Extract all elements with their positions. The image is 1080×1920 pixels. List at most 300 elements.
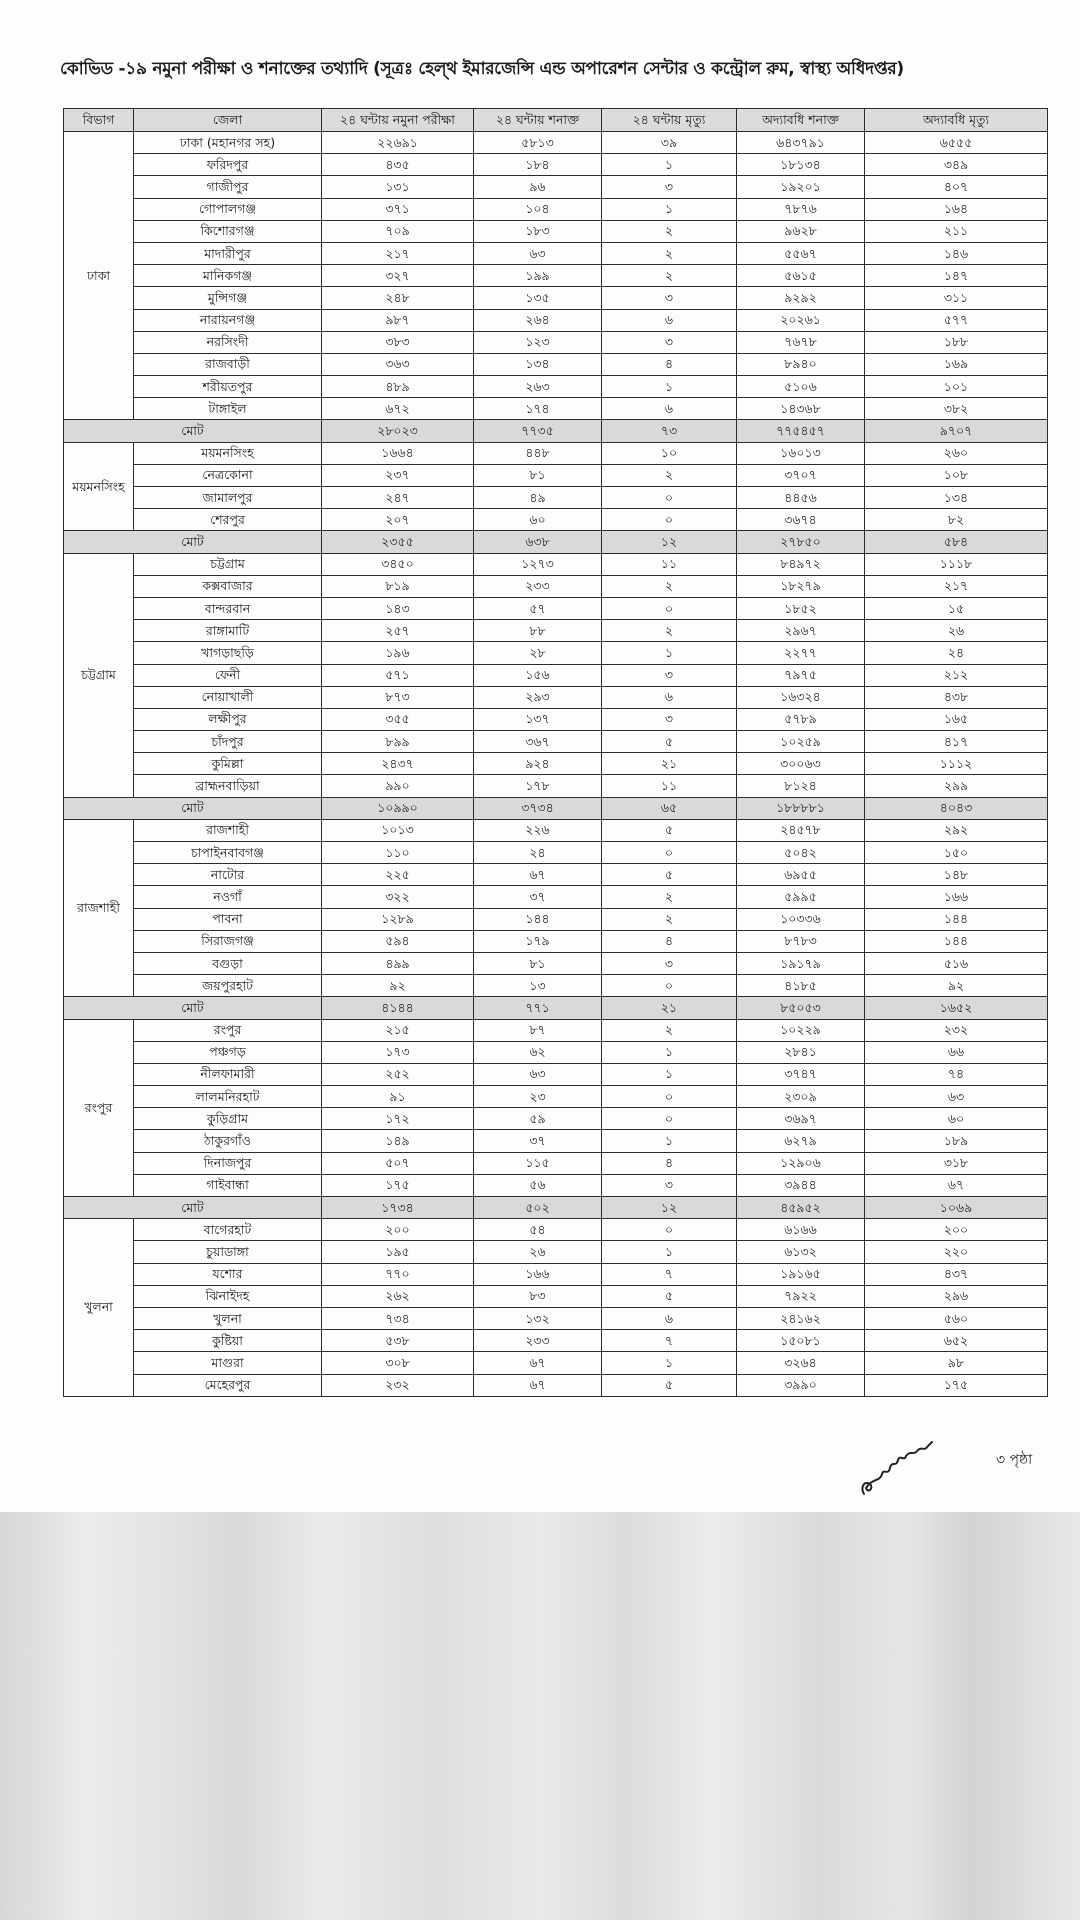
covid-district-table [63, 108, 1048, 1397]
cases-total: ৩৯৪৪ [737, 1174, 865, 1196]
district-name: মানিকগঞ্জ [134, 265, 322, 287]
tests-24h: ৬৭২ [322, 398, 474, 420]
deaths-total: ৪০৭ [865, 176, 1048, 198]
deaths-24h: ২ [602, 908, 737, 930]
cases-24h: ১০৪ [474, 198, 602, 220]
district-name: চাপাইনবাবগঞ্জ [134, 842, 322, 864]
deaths-24h: ৩ [602, 664, 737, 686]
deaths-24h: ৬ [602, 398, 737, 420]
district-name: মাগুরা [134, 1352, 322, 1374]
cases-total: ৩৬৯৭ [737, 1108, 865, 1130]
header-deaths-24h: ২৪ ঘন্টায় মৃত্যু [602, 109, 737, 132]
page-number: ৩ পৃষ্ঠা [996, 1452, 1033, 1468]
tests-24h: ২৬২ [322, 1285, 474, 1307]
total-deaths-total: ১৬৫২ [865, 997, 1048, 1019]
cases-24h: ১৩ [474, 975, 602, 997]
total-label: মোট [64, 797, 322, 819]
cases-total: ৮১২৪ [737, 775, 865, 797]
deaths-total: ২১৭ [865, 575, 1048, 597]
deaths-total: ২৪ [865, 642, 1048, 664]
deaths-total: ২১২ [865, 664, 1048, 686]
cases-24h: ১৭৪ [474, 398, 602, 420]
tests-24h: ১৩১ [322, 176, 474, 198]
tests-24h: ২০৭ [322, 509, 474, 531]
tests-24h: ১৪৩ [322, 597, 474, 619]
district-name: ঝিনাইদহ [134, 1285, 322, 1307]
deaths-total: ৭৪ [865, 1063, 1048, 1085]
deaths-total: ৩৮২ [865, 398, 1048, 420]
cases-total: ৬১৩২ [737, 1241, 865, 1263]
district-name: নওগাঁ [134, 886, 322, 908]
deaths-total: ৫৭৭ [865, 309, 1048, 331]
tests-24h: ১৭৫ [322, 1174, 474, 1196]
deaths-total: ২০০ [865, 1219, 1048, 1241]
district-name: পঞ্চগড় [134, 1041, 322, 1063]
cases-24h: ৯২৪ [474, 753, 602, 775]
deaths-24h: ৩ [602, 1174, 737, 1196]
deaths-24h: ৫ [602, 731, 737, 753]
deaths-24h: ২ [602, 575, 737, 597]
cases-total: ১০২২৯ [737, 1019, 865, 1041]
division-name: রংপুর [64, 1019, 134, 1197]
cases-total: ৬১৬৬ [737, 1219, 865, 1241]
cases-total: ১৯১৭৯ [737, 952, 865, 974]
cases-24h: ১৯৯ [474, 265, 602, 287]
cases-24h: ২৩ [474, 1086, 602, 1108]
total-tests-24h: ৪১৪৪ [322, 997, 474, 1019]
cases-24h: ৫৯ [474, 1108, 602, 1130]
deaths-total: ৯৮ [865, 1352, 1048, 1374]
deaths-total: ৩১৮ [865, 1152, 1048, 1174]
cases-total: ২৪১৬২ [737, 1307, 865, 1329]
total-cases-24h: ৬৩৮ [474, 531, 602, 553]
tests-24h: ৫৯৪ [322, 930, 474, 952]
district-name: জয়পুরহাট [134, 975, 322, 997]
tests-24h: ১১০ [322, 842, 474, 864]
cases-24h: ৫৮১৩ [474, 132, 602, 154]
deaths-24h: ৬ [602, 686, 737, 708]
cases-24h: ২৯৩ [474, 686, 602, 708]
tests-24h: ২৪৩৭ [322, 753, 474, 775]
table-row [64, 1219, 1048, 1241]
table-row [64, 975, 1048, 997]
cases-total: ১২৯০৬ [737, 1152, 865, 1174]
tests-24h: ৩২৭ [322, 265, 474, 287]
cases-24h: ১৩৪ [474, 353, 602, 375]
total-cases-24h: ৩৭৩৪ [474, 797, 602, 819]
district-name: ব্রাহ্মনবাড়িয়া [134, 775, 322, 797]
tests-24h: ৯১ [322, 1086, 474, 1108]
cases-total: ১০৩৩৬ [737, 908, 865, 930]
deaths-total: ২২০ [865, 1241, 1048, 1263]
table-row [64, 309, 1048, 331]
deaths-total: ১৪৮ [865, 864, 1048, 886]
deaths-24h: ৫ [602, 819, 737, 841]
table-row [64, 575, 1048, 597]
cases-24h: ৩৭ [474, 886, 602, 908]
cases-total: ৫০৪২ [737, 842, 865, 864]
deaths-24h: ৩ [602, 708, 737, 730]
cases-24h: ৬০ [474, 509, 602, 531]
deaths-24h: ৪ [602, 930, 737, 952]
deaths-24h: ১১ [602, 775, 737, 797]
deaths-total: ১৩৪ [865, 487, 1048, 509]
deaths-24h: ২ [602, 1019, 737, 1041]
cases-24h: ৬৭ [474, 1374, 602, 1396]
total-cases-total: ৭৭৫৪৫৭ [737, 420, 865, 442]
deaths-total: ১৬৯ [865, 353, 1048, 375]
deaths-24h: ৪ [602, 1152, 737, 1174]
deaths-total: ১০১ [865, 376, 1048, 398]
district-name: রাজশাহী [134, 819, 322, 841]
deaths-total: ১৮৯ [865, 1130, 1048, 1152]
tests-24h: ৩৬৩ [322, 353, 474, 375]
cases-total: ১০২৫৯ [737, 731, 865, 753]
cases-24h: ৮৭ [474, 1019, 602, 1041]
deaths-24h: ২১ [602, 753, 737, 775]
deaths-total: ১৪৭ [865, 265, 1048, 287]
cases-total: ২৯৬৭ [737, 620, 865, 642]
deaths-24h: ১ [602, 376, 737, 398]
tests-24h: ৭৭০ [322, 1263, 474, 1285]
total-label: মোট [64, 1197, 322, 1219]
tests-24h: ৭০৯ [322, 220, 474, 242]
tests-24h: ১৯৫ [322, 1241, 474, 1263]
tests-24h: ৩৫৫ [322, 708, 474, 730]
header-deaths-total: অদ্যাবধি মৃত্যু [865, 109, 1048, 132]
deaths-total: ৬০ [865, 1108, 1048, 1130]
district-name: চাঁদপুর [134, 731, 322, 753]
deaths-total: ১৫০ [865, 842, 1048, 864]
cases-24h: ৬৭ [474, 1352, 602, 1374]
tests-24h: ৯৯০ [322, 775, 474, 797]
table-row [64, 864, 1048, 886]
cases-24h: ১৪৪ [474, 908, 602, 930]
district-name: ফেনী [134, 664, 322, 686]
tests-24h: ১৭৩ [322, 1041, 474, 1063]
cases-total: ১৮২৭৯ [737, 575, 865, 597]
district-name: শেরপুর [134, 509, 322, 531]
tests-24h: ৪৯৯ [322, 952, 474, 974]
deaths-24h: ৫ [602, 864, 737, 886]
total-deaths-total: ৯৭০৭ [865, 420, 1048, 442]
district-name: রংপুর [134, 1019, 322, 1041]
deaths-24h: ০ [602, 1108, 737, 1130]
total-deaths-total: ১০৬৯ [865, 1197, 1048, 1219]
deaths-24h: ৭ [602, 1330, 737, 1352]
tests-24h: ২২৬৯১ [322, 132, 474, 154]
blurred-background [0, 1512, 1080, 1920]
deaths-total: ২৬ [865, 620, 1048, 642]
tests-24h: ২৪৭ [322, 487, 474, 509]
tests-24h: ২১৭ [322, 242, 474, 264]
cases-total: ৭৯২২ [737, 1285, 865, 1307]
cases-total: ২৮৪১ [737, 1041, 865, 1063]
deaths-24h: ১১ [602, 553, 737, 575]
table-row [64, 753, 1048, 775]
cases-total: ৩৭৪৭ [737, 1063, 865, 1085]
cases-24h: ৮৮ [474, 620, 602, 642]
district-name: জামালপুর [134, 487, 322, 509]
table-row [64, 132, 1048, 154]
tests-24h: ১৬৬৪ [322, 442, 474, 464]
deaths-24h: ৩ [602, 952, 737, 974]
district-name: ঢাকা (মহানগর সহ) [134, 132, 322, 154]
total-label: মোট [64, 997, 322, 1019]
table-row [64, 930, 1048, 952]
deaths-24h: ২ [602, 265, 737, 287]
deaths-total: ১৬৫ [865, 708, 1048, 730]
district-name: ময়মনসিংহ [134, 442, 322, 464]
tests-24h: ৮৯৯ [322, 731, 474, 753]
table-row [64, 487, 1048, 509]
deaths-total: ৩৪৯ [865, 154, 1048, 176]
deaths-total: ১১১৮ [865, 553, 1048, 575]
deaths-total: ৬৭ [865, 1174, 1048, 1196]
cases-total: ৩৬৭৪ [737, 509, 865, 531]
deaths-total: ১৫ [865, 597, 1048, 619]
district-name: রাঙ্গামাটি [134, 620, 322, 642]
tests-24h: ১০১৩ [322, 819, 474, 841]
cases-24h: ৬৩ [474, 242, 602, 264]
total-deaths-total: ৪০৪৩ [865, 797, 1048, 819]
cases-24h: ৯৬ [474, 176, 602, 198]
header-cases-total: অদ্যাবধি শনাক্ত [737, 109, 865, 132]
table-row [64, 287, 1048, 309]
deaths-total: ৯২ [865, 975, 1048, 997]
deaths-24h: ০ [602, 509, 737, 531]
total-cases-total: ২৭৮৫০ [737, 531, 865, 553]
deaths-24h: ২ [602, 886, 737, 908]
tests-24h: ২০০ [322, 1219, 474, 1241]
table-row [64, 1063, 1048, 1085]
cases-total: ২২৭৭ [737, 642, 865, 664]
cases-total: ৬৪৩৭৯১ [737, 132, 865, 154]
cases-24h: ৬৩ [474, 1063, 602, 1085]
district-name: ঠাকুরগাঁও [134, 1130, 322, 1152]
table-row [64, 620, 1048, 642]
deaths-24h: ০ [602, 1219, 737, 1241]
tests-24h: ২৩২ [322, 1374, 474, 1396]
cases-total: ১৬৩২৪ [737, 686, 865, 708]
deaths-total: ২৯৬ [865, 1285, 1048, 1307]
deaths-total: ১৪৪ [865, 930, 1048, 952]
cases-24h: ৫৭ [474, 597, 602, 619]
header-tests-24h: ২৪ ঘন্টায় নমুনা পরীক্ষা [322, 109, 474, 132]
tests-24h: ২৫৭ [322, 620, 474, 642]
cases-total: ১৪৩৬৮ [737, 398, 865, 420]
cases-total: ৮৯৪০ [737, 353, 865, 375]
cases-total: ৩৭০৭ [737, 464, 865, 486]
district-name: মুন্সিগঞ্জ [134, 287, 322, 309]
total-tests-24h: ১৭৩৪ [322, 1197, 474, 1219]
district-name: লক্ষীপুর [134, 708, 322, 730]
table-row [64, 376, 1048, 398]
total-cases-total: ৪৫৯৫২ [737, 1197, 865, 1219]
district-name: গোপালগঞ্জ [134, 198, 322, 220]
tests-24h: ২১৫ [322, 1019, 474, 1041]
cases-24h: ৪৯ [474, 487, 602, 509]
division-total-row [64, 420, 1048, 442]
deaths-24h: ০ [602, 842, 737, 864]
deaths-24h: ২ [602, 242, 737, 264]
deaths-total: ৬৩ [865, 1086, 1048, 1108]
cases-24h: ৪৪৮ [474, 442, 602, 464]
table-row [64, 642, 1048, 664]
district-name: শরীয়তপুর [134, 376, 322, 398]
deaths-total: ২৩২ [865, 1019, 1048, 1041]
cases-24h: ৫৬ [474, 1174, 602, 1196]
tests-24h: ৭৩৪ [322, 1307, 474, 1329]
deaths-24h: ৪ [602, 353, 737, 375]
cases-24h: ১১৫ [474, 1152, 602, 1174]
cases-total: ৭৮৭৬ [737, 198, 865, 220]
table-row [64, 775, 1048, 797]
tests-24h: ১৯৬ [322, 642, 474, 664]
tests-24h: ৩০৮ [322, 1352, 474, 1374]
table-row [64, 464, 1048, 486]
deaths-total: ৬৫৫৫ [865, 132, 1048, 154]
deaths-total: ৫৬০ [865, 1307, 1048, 1329]
cases-total: ৫১০৬ [737, 376, 865, 398]
tests-24h: ৩৮৩ [322, 331, 474, 353]
table-row [64, 1019, 1048, 1041]
cases-24h: ২৩৩ [474, 1330, 602, 1352]
cases-total: ৮৭৮৩ [737, 930, 865, 952]
cases-total: ১৯২০১ [737, 176, 865, 198]
table-row [64, 842, 1048, 864]
deaths-24h: ৩ [602, 287, 737, 309]
tests-24h: ৩৪৫০ [322, 553, 474, 575]
district-name: কুড়িগ্রাম [134, 1108, 322, 1130]
table-row [64, 442, 1048, 464]
deaths-24h: ১ [602, 154, 737, 176]
cases-24h: ১৩৫ [474, 287, 602, 309]
cases-total: ১৮৫২ [737, 597, 865, 619]
cases-24h: ১৮৪ [474, 154, 602, 176]
cases-total: ১৫০৮১ [737, 1330, 865, 1352]
district-name: কিশোরগঞ্জ [134, 220, 322, 242]
district-name: কক্সবাজার [134, 575, 322, 597]
division-name: খুলনা [64, 1219, 134, 1397]
tests-24h: ৫০৭ [322, 1152, 474, 1174]
table-row [64, 1307, 1048, 1329]
cases-total: ৪১৮৫ [737, 975, 865, 997]
table-row [64, 731, 1048, 753]
district-name: গাজীপুর [134, 176, 322, 198]
deaths-24h: ০ [602, 1086, 737, 1108]
division-total-row [64, 797, 1048, 819]
deaths-total: ১৪৬ [865, 242, 1048, 264]
document-title: কোভিড -১৯ নমুনা পরীক্ষা ও শনাক্তের তথ্যাদি (সূত্রঃ হেল্‌থ ইমারজেন্সি এন্ড অপারেশন সেন্টার ও কন্ট্রোল রুম, স্বাস্থ্য অধিদপ্তর) [60, 59, 904, 79]
table-row [64, 597, 1048, 619]
table-row [64, 353, 1048, 375]
total-label: মোট [64, 531, 322, 553]
table-row [64, 1130, 1048, 1152]
tests-24h: ৮১৯ [322, 575, 474, 597]
table-row [64, 819, 1048, 841]
cases-total: ৩২৬৪ [737, 1352, 865, 1374]
cases-total: ৫৬১৫ [737, 265, 865, 287]
table-row [64, 1174, 1048, 1196]
cases-total: ১৬০১৩ [737, 442, 865, 464]
cases-total: ৫৯৯৫ [737, 886, 865, 908]
table-row [64, 1152, 1048, 1174]
table-row [64, 1041, 1048, 1063]
deaths-24h: ৩৯ [602, 132, 737, 154]
deaths-total: ১১১২ [865, 753, 1048, 775]
district-name: পাবনা [134, 908, 322, 930]
table-row [64, 1352, 1048, 1374]
table-row [64, 664, 1048, 686]
table-row [64, 198, 1048, 220]
total-cases-24h: ৭৭১ [474, 997, 602, 1019]
division-name: ঢাকা [64, 132, 134, 420]
deaths-24h: ১ [602, 1352, 737, 1374]
tests-24h: ৫৭১ [322, 664, 474, 686]
district-name: গাইবান্ধা [134, 1174, 322, 1196]
table-row [64, 220, 1048, 242]
cases-24h: ৩৬৭ [474, 731, 602, 753]
district-name: খুলনা [134, 1307, 322, 1329]
table-row [64, 886, 1048, 908]
table-row [64, 1330, 1048, 1352]
cases-total: ৫৭৮৯ [737, 708, 865, 730]
deaths-24h: ৫ [602, 1374, 737, 1396]
deaths-total: ১৬৬ [865, 886, 1048, 908]
deaths-total: ৫১৬ [865, 952, 1048, 974]
table-row [64, 1108, 1048, 1130]
district-name: সিরাজগঞ্জ [134, 930, 322, 952]
deaths-24h: ৭ [602, 1263, 737, 1285]
cases-24h: ১৮৩ [474, 220, 602, 242]
cases-24h: ১২৭৩ [474, 553, 602, 575]
table-row [64, 398, 1048, 420]
cases-24h: ৬২ [474, 1041, 602, 1063]
deaths-total: ২৬০ [865, 442, 1048, 464]
table-row [64, 1086, 1048, 1108]
cases-24h: ২৬৪ [474, 309, 602, 331]
deaths-24h: ১ [602, 1041, 737, 1063]
district-name: মাদারীপুর [134, 242, 322, 264]
district-name: খাগড়াছড়ি [134, 642, 322, 664]
deaths-24h: ১০ [602, 442, 737, 464]
table-body [64, 132, 1048, 1397]
total-cases-total: ৮৫০৫৩ [737, 997, 865, 1019]
division-name: রাজশাহী [64, 819, 134, 997]
tests-24h: ২২৫ [322, 864, 474, 886]
tests-24h: ৯৮৭ [322, 309, 474, 331]
district-name: কুষ্টিয়া [134, 1330, 322, 1352]
total-deaths-24h: ১২ [602, 1197, 737, 1219]
total-cases-24h: ৭৭৩৫ [474, 420, 602, 442]
deaths-24h: ১ [602, 198, 737, 220]
deaths-24h: ২ [602, 620, 737, 642]
deaths-total: ৬৫২ [865, 1330, 1048, 1352]
total-tests-24h: ২৮০২৩ [322, 420, 474, 442]
cases-24h: ২৮ [474, 642, 602, 664]
deaths-24h: ২ [602, 464, 737, 486]
tests-24h: ১২৮৯ [322, 908, 474, 930]
cases-total: ৩০০৬৩ [737, 753, 865, 775]
district-name: রাজবাড়ী [134, 353, 322, 375]
district-name: দিনাজপুর [134, 1152, 322, 1174]
district-name: নরসিংদী [134, 331, 322, 353]
tests-24h: ২৫২ [322, 1063, 474, 1085]
deaths-24h: ১ [602, 1063, 737, 1085]
cases-total: ৪৪৫৬ [737, 487, 865, 509]
deaths-24h: ১ [602, 642, 737, 664]
